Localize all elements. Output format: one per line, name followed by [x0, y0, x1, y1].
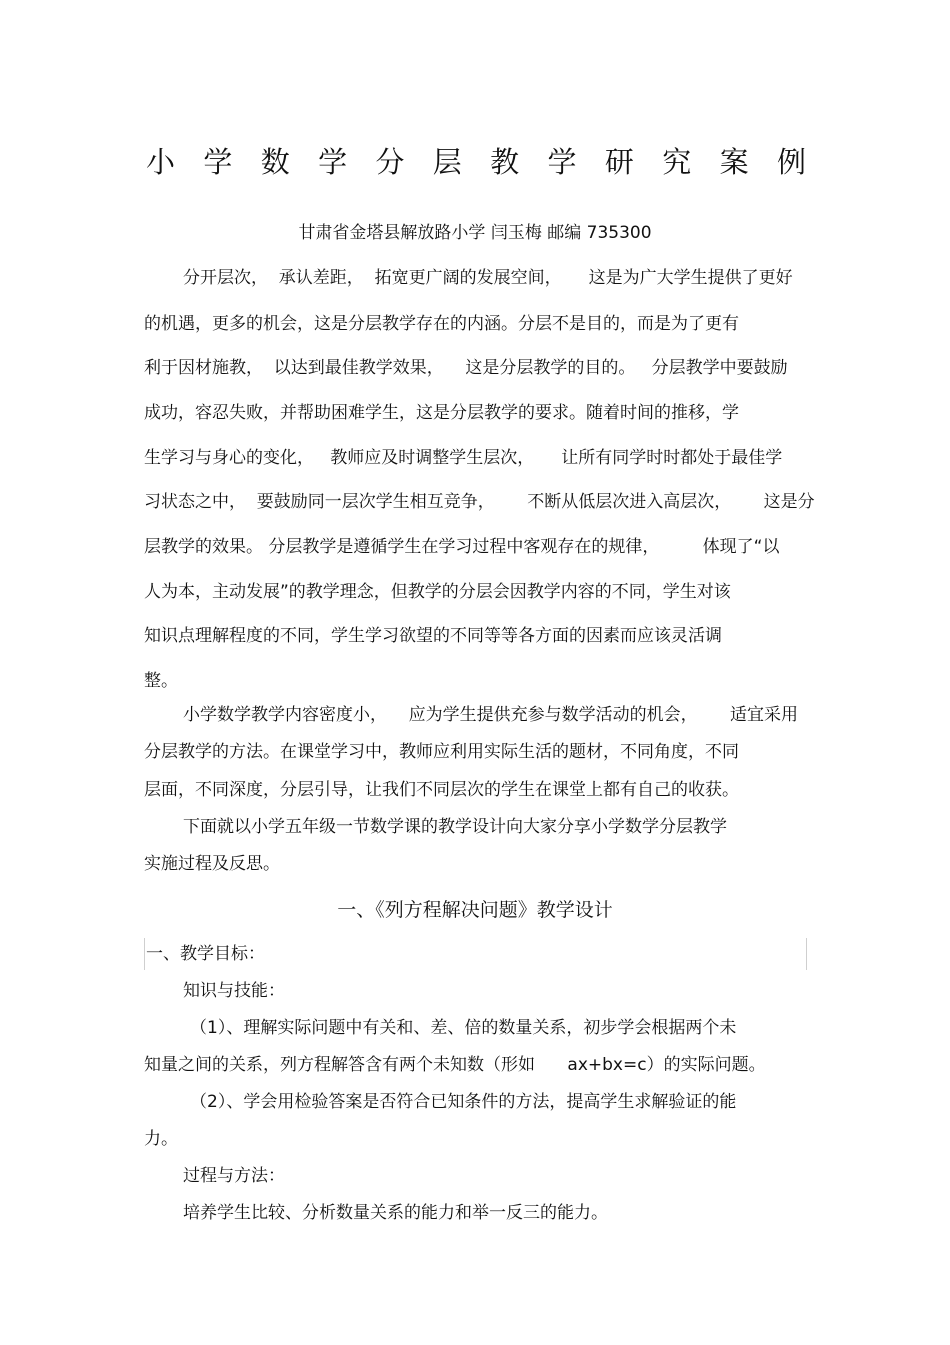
title-char: 层: [432, 145, 462, 179]
title-char: 教: [490, 145, 520, 179]
title-char: 案: [719, 145, 749, 179]
document-title: [146, 144, 806, 180]
text-line: 分层教学的方法。在课堂学习中，教师应利用实际生活的题材，不同角度，不同: [144, 742, 739, 762]
text-line: 整。: [144, 671, 178, 691]
author-line: 甘肃省金塔县解放路小学 闫玉梅 邮编 735300: [298, 223, 652, 243]
text-line: 习状态之中， 要鼓励同一层次学生相互竞争， 不断从低层次进入高层次， 这是分: [144, 492, 815, 512]
title-char: 学: [203, 145, 233, 179]
text-line: 过程与方法：: [183, 1166, 285, 1186]
text-line: 生学习与身心的变化， 教师应及时调整学生层次， 让所有同学时时都处于最佳学: [144, 448, 783, 468]
text-line: 培养学生比较、分析数量关系的能力和举一反三的能力。: [183, 1203, 608, 1223]
title-char: 学: [318, 145, 348, 179]
text-line: 小学数学教学内容密度小， 应为学生提供充参与数学活动的机会， 适宜采用: [183, 705, 799, 725]
text-line: 分开层次， 承认差距， 拓宽更广阔的发展空间， 这是为广大学生提供了更好: [183, 268, 793, 288]
title-char: 研: [604, 145, 634, 179]
text-line: 知识与技能：: [183, 981, 285, 1001]
section-heading: 一、《列方程解决问题》教学设计: [337, 899, 613, 921]
text-line: （2）、学会用检验答案是否符合已知条件的方法，提高学生求解验证的能: [190, 1092, 737, 1112]
margin-rule: [806, 938, 807, 970]
text-line: 实施过程及反思。: [144, 854, 280, 874]
title-char: 小: [146, 145, 176, 179]
title-char: 学: [547, 145, 577, 179]
text-line: 层教学的效果。 分层教学是遵循学生在学习过程中客观存在的规律， 体现了“以: [144, 537, 780, 557]
text-line: 人为本，主动发展”的教学理念，但教学的分层会因教学内容的不同，学生对该: [144, 582, 731, 602]
title-char: 数: [260, 145, 290, 179]
margin-rule: [144, 938, 145, 970]
title-char: 究: [662, 145, 692, 179]
text-line: 利于因材施教， 以达到最佳教学效果， 这是分层教学的目的。 分层教学中要鼓励: [144, 358, 788, 378]
text-line: 知量之间的关系，列方程解答含有两个未知数（形如 ax+bx=c）的实际问题。: [144, 1055, 766, 1075]
text-line: 层面，不同深度，分层引导，让我们不同层次的学生在课堂上都有自己的收获。: [144, 780, 739, 800]
title-char: 分: [375, 145, 405, 179]
text-line: 力。: [144, 1129, 178, 1149]
text-line: 下面就以小学五年级一节数学课的教学设计向大家分享小学数学分层教学: [183, 817, 727, 837]
title-char: 例: [776, 145, 806, 179]
text-line: 知识点理解程度的不同，学生学习欲望的不同等等各方面的因素而应该灵活调: [144, 626, 722, 646]
text-line: 成功，容忍失败，并帮助困难学生，这是分层教学的要求。随着时间的推移，学: [144, 403, 739, 423]
text-line: （1）、理解实际问题中有关和、差、倍的数量关系，初步学会根据两个未: [190, 1018, 737, 1038]
text-line: 一、教学目标：: [146, 944, 265, 964]
text-line: 的机遇，更多的机会，这是分层教学存在的内涵。分层不是目的，而是为了更有: [144, 314, 739, 334]
